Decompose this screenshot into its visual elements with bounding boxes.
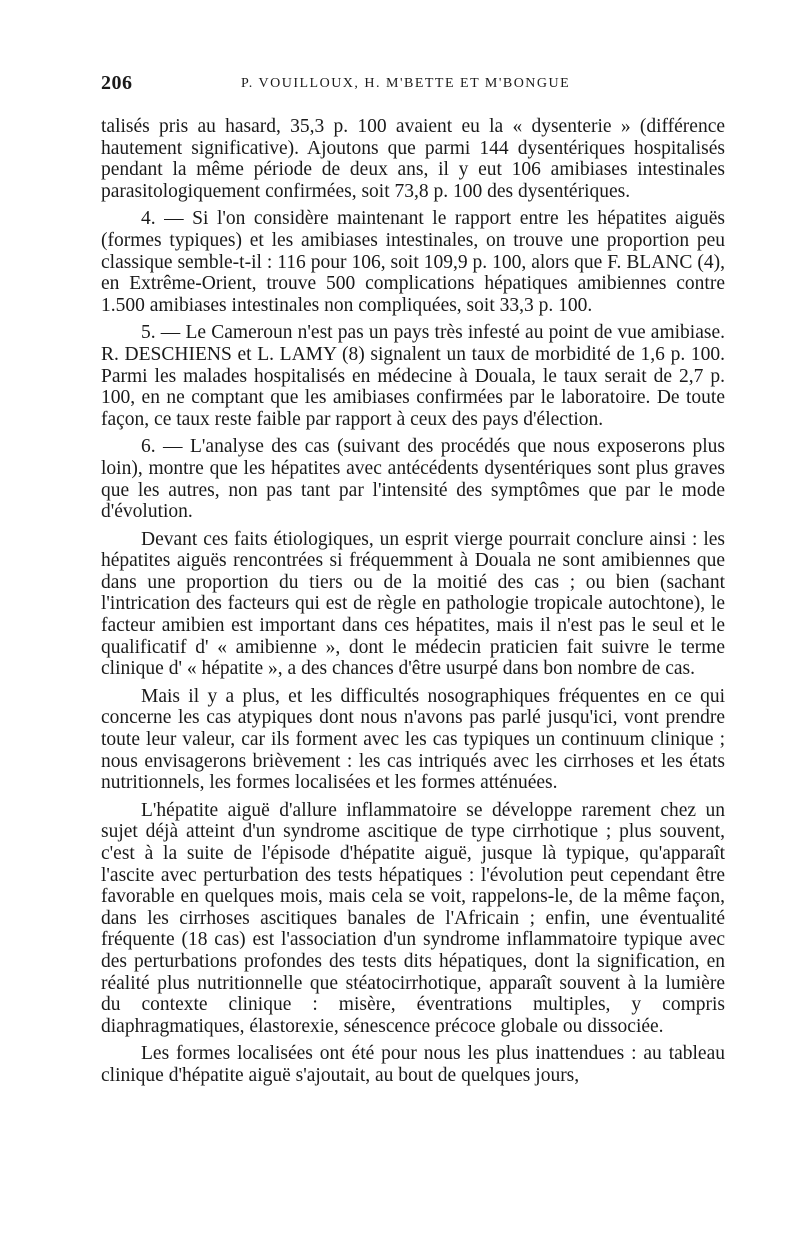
paragraph-point-5: 5. — Le Cameroun n'est pas un pays très infesté au point de vue amibiase. R. DESCHIENS et L. LAMY (8) signalent un taux de morbidité de 1,6 p. 100. Parmi les malades hospitalisés en médecine à Douala, le taux serait de 2,7 p. 100, en ne comptant que les amibiases confirmées par le laboratoire. De toute façon, ce taux reste faible par rapport à ceux des pays d'élection.	[101, 322, 725, 430]
paragraph-point-6: 6. — L'analyse des cas (suivant des procédés que nous exposerons plus loin), montre que les hépatites avec antécédents dysentériques sont plus graves que les autres, non pas tant par l'intensité des symptômes que par le mode d'évolution.	[101, 436, 725, 523]
page-number: 206	[101, 72, 133, 94]
paragraph-localized-forms: Les formes localisées ont été pour nous les plus inattendues : au tableau clinique d'hépatite aiguë s'ajoutait, au bout de quelques jours,	[101, 1043, 725, 1086]
page-header	[101, 72, 725, 102]
paragraph-cirrhotic-forms: L'hépatite aiguë d'allure inflammatoire se développe rarement chez un sujet déjà atteint d'un syndrome ascitique de type cirrhotique ; plus souvent, c'est à la suite de l'épisode d'hépatite aiguë, jusque là typique, qu'apparaît l'ascite avec perturbation des tests hépatiques : l'évolution peut cependant être favorable en quelques mois, mais cela se voit, rappelons-le, de la même façon, dans les cirrhoses ascitiques banales de l'Africain ; enfin, une éventualité fréquente (18 cas) est l'association d'un syndrome inflammatoire typique avec des perturbations profondes des tests dits hépatiques, dont la signification, en réalité plus nutritionnelle que stéatocirrhotique, apparaît souvent à la lumière du contexte clinique : misère, éventrations multiples, y compris diaphragmatiques, élastorexie, sénescence précoce globale ou dissociée.	[101, 799, 725, 1037]
paragraph-point-4: 4. — Si l'on considère maintenant le rapport entre les hépatites aiguës (formes typiques) et les amibiases intestinales, on trouve une proportion peu classique semble-t-il : 116 pour 106, soit 109,9 p. 100, alors que F. BLANC (4), en Extrême-Orient, trouve 500 complications hépatiques amibiennes contre 1.500 amibiases intestinales non compliquées, soit 33,3 p. 100.	[101, 208, 725, 316]
paragraph-etiology-conclusion: Devant ces faits étiologiques, un esprit vierge pourrait conclure ainsi : les hépatites aiguës rencontrées si fréquemment à Douala ne sont amibiennes que dans une proportion du tiers ou de la moitié des cas ; ou bien (sachant l'intrication des facteurs qui est de règle en pathologie tropicale autochtone), le facteur amibien est important dans ces hépatites, mais il n'est pas le seul et le qualificatif d' « amibienne », dont le médecin praticien fait suivre le terme clinique d' « hépatite », a des chances d'être usurpé dans bon nombre de cas.	[101, 528, 725, 680]
running-head: P. VOUILLOUX, H. M'BETTE ET M'BONGUE	[241, 76, 571, 91]
paragraph-continued: talisés pris au hasard, 35,3 p. 100 avaient eu la « dysenterie » (différence hautement significative). Ajoutons que parmi 144 dysentériques hospitalisés pendant la même période de deux ans, il y eut 106 amibiases intestinales parasitologiquement confirmées, soit 73,8 p. 100 des dysentériques.	[101, 116, 725, 202]
paragraph-nosographic-difficulties: Mais il y a plus, et les difficultés nosographiques fréquentes en ce qui concerne les cas atypiques dont nous n'avons pas parlé jusqu'ici, vont prendre toute leur valeur, car ils forment avec les cas typiques un continuum clinique ; nous envisagerons brièvement : les cas intriqués avec les cirrhoses et les états nutritionnels, les formes localisées et les formes atténuées.	[101, 685, 725, 794]
body-text	[101, 116, 725, 1087]
